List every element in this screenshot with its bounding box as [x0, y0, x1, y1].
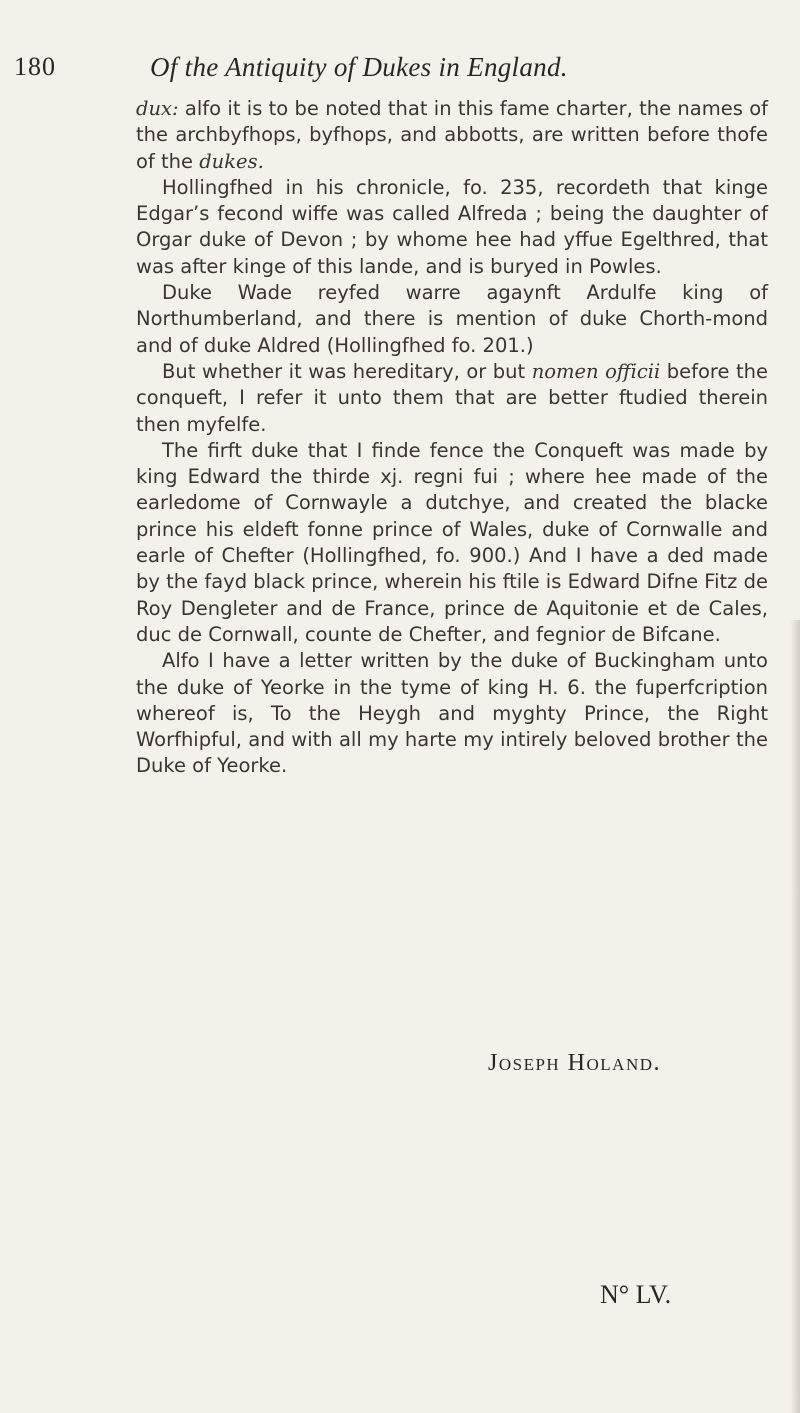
- paragraph-text: alfo it is to be noted that in this fame charter, the names of the archbyfhops, byfhops, and abbotts, are written before thofe of the: [136, 97, 768, 173]
- body-text: [136, 96, 768, 780]
- paragraph-4: [136, 359, 768, 438]
- page-edge-shadow: [790, 620, 800, 1413]
- paragraph-text: Alfo I have a letter written by the duke of Buckingham unto the duke of Yeorke in the tyme of king H. 6. the fuperfcription whereof is, To the Heygh and myghty Prince, the Right Worfhipful, and with all my harte my intirely beloved brother the Duke of Yeorke.: [136, 649, 768, 778]
- paragraph-mid-italic: nomen officii: [531, 359, 661, 383]
- author-signature: Joseph Holand.: [488, 1050, 662, 1076]
- paragraph-text-continued: before the conqueft, I refer it unto them that are better ftudied therein then myfelfe.: [136, 359, 769, 436]
- paragraph-2: [136, 175, 768, 280]
- page-number: 180: [14, 52, 56, 81]
- paragraph-tail-italic: dukes.: [199, 149, 264, 173]
- paragraph-text: But whether it was hereditary, or but: [162, 359, 532, 383]
- paragraph-5: [136, 438, 768, 648]
- page-header: [0, 52, 800, 92]
- paragraph-text: Hollingfhed in his chronicle, fo. 235, recordeth that kinge Edgar’s fecond wiffe was called Alfreda ; being the daughter of Orgar duke of Devon ; by whome hee had yffue Egelthred, that was after kinge of this lande, and is buryed in Powles.: [136, 175, 768, 278]
- paragraph-1: [136, 96, 768, 175]
- paragraph-text: Duke Wade reyfed warre agaynft Ardulfe king of Northumberland, and there is mention of duke Chorth-mond and of duke Aldred (Hollingfhed fo. 201.): [136, 281, 768, 357]
- running-title: Of the Antiquity of Dukes in England.: [150, 52, 568, 82]
- catchword: N° LV.: [600, 1280, 672, 1309]
- paragraph-3: [136, 280, 768, 359]
- paragraph-text: The firft duke that I finde fence the Conqueft was made by king Edward the thirde xj. regni fui ; where hee made of the earledome of Cornwayle a dutchye, and created the blacke prince his eldeft fonne prince of Wales, duke of Cornwalle and earle of Chefter (Hollingfhed, fo. 900.) And I have a ded made by the fayd black prince, wherein his ftile is Edward Difne Fitz de Roy Dengleter and de France, prince de Aquitonie et de Cales, duc de Cornwall, counte de Chefter, and fegnior de Bifcane.: [136, 438, 768, 646]
- paragraph-lead-italic: dux:: [136, 97, 179, 120]
- paragraph-6: [136, 648, 768, 779]
